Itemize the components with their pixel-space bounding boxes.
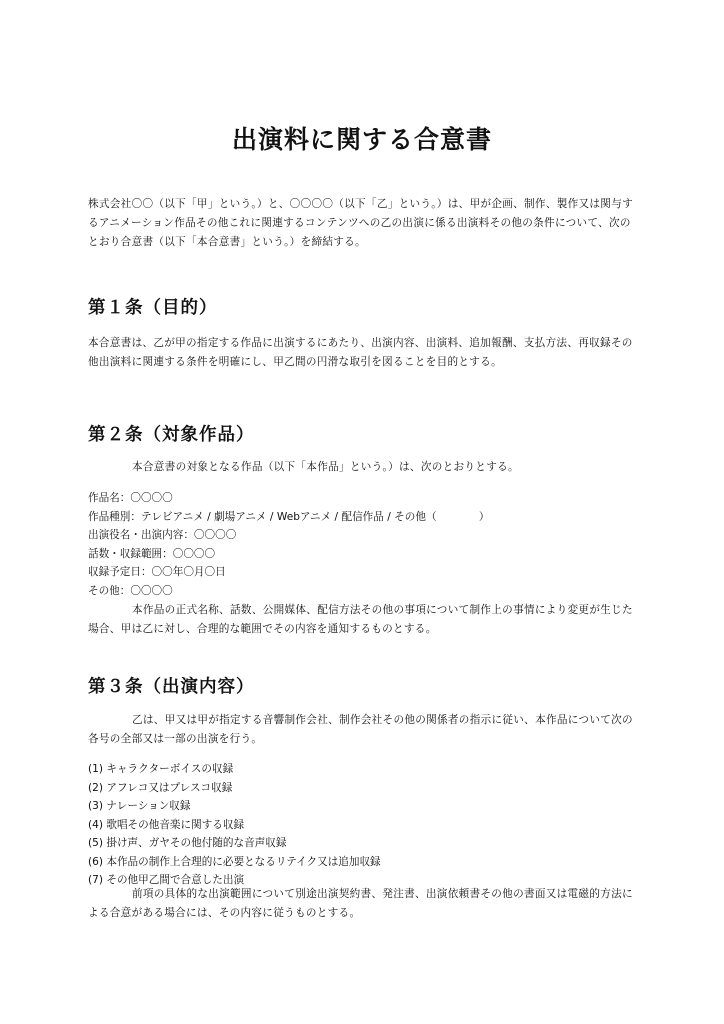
performance-item: (3) ナレーション収録	[88, 800, 191, 812]
document-title: 出演料に関する合意書	[231, 125, 492, 154]
article-2-heading: 第２条（対象作品）	[88, 425, 255, 445]
work-detail-item: 作品種別：テレビアニメ / 劇場アニメ / Webアニメ / 配信作品 / その他（ ）	[88, 510, 490, 523]
performance-item: (2) アフレコ又はプレスコ収録	[88, 781, 233, 794]
article-3-heading: 第３条（出演内容）	[88, 677, 255, 697]
performance-item: (5) 掛け声、ガヤその他付随的な音声収録	[88, 837, 287, 849]
article-3-intro: 乙は、甲又は甲が指定する音響制作会社、制作会社その他の関係者の指示に従い、本作品について次の各号の全部又は一部の出演を行う。	[88, 714, 633, 745]
work-detail-item: 出演役名・出演内容：〇〇〇〇	[88, 529, 237, 541]
performance-items-list	[88, 760, 636, 890]
article-3-note: 前項の具体的な出演範囲について別途出演契約書、発注書、出演依頼書その他の書面又は電磁的方法による合意がある場合には、その内容に従うものとする。	[88, 888, 633, 919]
work-detail-item: その他：〇〇〇〇	[88, 584, 173, 597]
performance-item: (1) キャラクターボイスの収録	[88, 763, 234, 775]
work-detail-item: 話数・収録範囲：〇〇〇〇	[88, 547, 216, 560]
preamble-paragraph: 株式会社〇〇（以下「甲」という。）と、〇〇〇〇（以下「乙」という。）は、甲が企画、制作、製作又は関与するアニメーション作品その他これに関連するコンテンツへの乙の出演に係る出演料その他の条件について、次のとおり合意書（以下「本合意書」という。）を締結する。	[88, 198, 633, 248]
performance-item: (6) 本作品の制作上合理的に必要となるリテイク又は追加収録	[88, 855, 381, 868]
article-2-intro: 本合意書の対象となる作品（以下「本作品」という。）は、次のとおりとする。	[132, 461, 519, 473]
work-detail-item: 作品名：〇〇〇〇	[88, 492, 173, 504]
article-1-heading: 第１条（目的）	[88, 298, 218, 318]
work-detail-item: 収録予定日：〇〇年〇月〇日	[88, 566, 226, 578]
article-2-note: 本作品の正式名称、話数、公開媒体、配信方法その他の事項について制作上の事情により変更が生じた場合、甲は乙に対し、合理的な範囲でその内容を通知するものとする。	[88, 604, 633, 635]
article-1-body: 本合意書は、乙が甲の指定する作品に出演するにあたり、出演内容、出演料、追加報酬、支払方法、再収録その他出演料に関連する条件を明確にし、甲乙間の円滑な取引を図ることを目的とする。	[88, 337, 633, 368]
performance-item: (4) 歌唱その他音楽に関する収録	[88, 818, 245, 831]
work-details-list	[88, 489, 636, 600]
performance-item: (7) その他甲乙間で合意した出演	[88, 874, 245, 886]
